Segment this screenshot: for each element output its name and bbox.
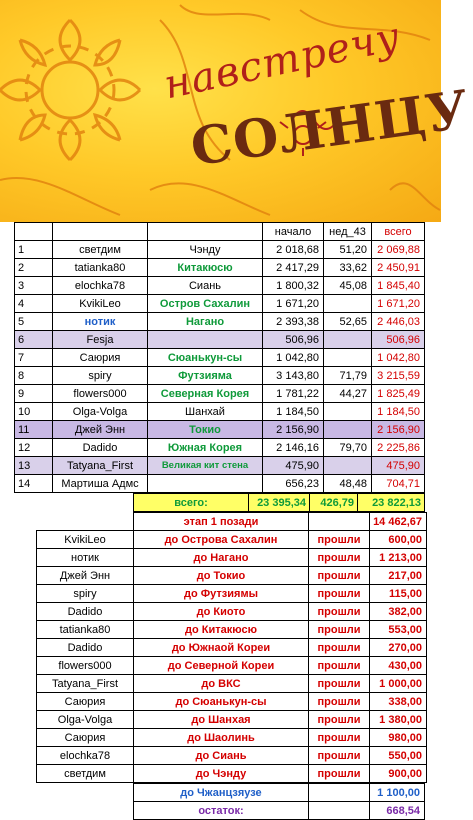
participant-row [15, 457, 425, 475]
cell-n: 10 [15, 403, 53, 421]
stage-cell-user: Dadido [37, 603, 134, 621]
cell-week [324, 421, 372, 439]
stage-row [37, 729, 427, 747]
stage-cell-status: прошли [309, 531, 370, 549]
stage-row [37, 675, 427, 693]
stage-cell-status: прошли [309, 603, 370, 621]
stage-cell-status: прошли [309, 765, 370, 783]
cell-place: Северная Корея [148, 385, 263, 403]
total-start: 23 395,34 [249, 494, 310, 512]
stage-row [37, 567, 427, 585]
cell-user: spiry [53, 367, 148, 385]
stage-cell-amount: 1 213,00 [370, 549, 427, 567]
cell-user: tatianka80 [53, 259, 148, 277]
cell-user: Саюрия [53, 349, 148, 367]
cell-place: Великая кит стена [148, 457, 263, 475]
column-header: всего [372, 223, 425, 241]
stage-cell-amount: 550,00 [370, 747, 427, 765]
cell-user: KvikiLeo [53, 295, 148, 313]
cell-n: 2 [15, 259, 53, 277]
stage-cell-stage: до Чэнду [134, 765, 309, 783]
stage-row [37, 693, 427, 711]
stage-cell-user: Olga-Volga [37, 711, 134, 729]
cell-place: Сиань [148, 277, 263, 295]
stage-cell-amount: 980,00 [370, 729, 427, 747]
cell-user: flowers000 [53, 385, 148, 403]
stage-cell-stage: до Шанхая [134, 711, 309, 729]
stage-cell-stage: до Сиань [134, 747, 309, 765]
stage-cell-status: прошли [309, 639, 370, 657]
cell-user: Olga-Volga [53, 403, 148, 421]
stage-cell-user: нотик [37, 549, 134, 567]
participants-table [14, 222, 425, 493]
cell-total: 1 184,50 [372, 403, 425, 421]
participant-row [15, 277, 425, 295]
participant-row [15, 313, 425, 331]
stage-cell-amount: 553,00 [370, 621, 427, 639]
cell-n: 9 [15, 385, 53, 403]
stage-cell-status: прошли [309, 621, 370, 639]
cell-week [324, 349, 372, 367]
column-header [15, 223, 53, 241]
cell-place: Нагано [148, 313, 263, 331]
cell-total: 1 845,40 [372, 277, 425, 295]
stage-cell-amount: 900,00 [370, 765, 427, 783]
stage-cell-status: прошли [309, 567, 370, 585]
stage-cell-stage: до Шаолинь [134, 729, 309, 747]
stage-header-row [37, 513, 427, 531]
cell-n: 1 [15, 241, 53, 259]
cell-user: светдим [53, 241, 148, 259]
total-label: всего: [134, 494, 249, 512]
participant-row [15, 259, 425, 277]
stage-cell-user: KvikiLeo [37, 531, 134, 549]
cell-week [324, 295, 372, 313]
cell-week [324, 457, 372, 475]
stage-cell-amount: 430,00 [370, 657, 427, 675]
cell-start: 1 781,22 [263, 385, 324, 403]
cell-place: Футзияма [148, 367, 263, 385]
column-header [148, 223, 263, 241]
stage-cell-stage: до Токио [134, 567, 309, 585]
cell-total: 2 450,91 [372, 259, 425, 277]
participant-row [15, 385, 425, 403]
stage-header-amount: 14 462,67 [370, 513, 427, 531]
cell-total: 1 042,80 [372, 349, 425, 367]
cell-total: 2 225,86 [372, 439, 425, 457]
participant-row [15, 403, 425, 421]
cell-week: 79,70 [324, 439, 372, 457]
cell-place: Южная Корея [148, 439, 263, 457]
cell-week [324, 331, 372, 349]
cell-n: 3 [15, 277, 53, 295]
stage-cell-user: Tatyana_First [37, 675, 134, 693]
cell-total: 1 825,49 [372, 385, 425, 403]
stage-cell-user: светдим [37, 765, 134, 783]
stage-row [37, 657, 427, 675]
stage-cell-stage: до Северной Кореи [134, 657, 309, 675]
remainder-label: остаток: [134, 802, 309, 820]
cell-week: 33,62 [324, 259, 372, 277]
cell-total: 2 069,88 [372, 241, 425, 259]
next-stage-label: до Чжанцзяузе [134, 784, 309, 802]
cell-user: elochka78 [53, 277, 148, 295]
cell-start: 2 018,68 [263, 241, 324, 259]
cell-n: 4 [15, 295, 53, 313]
cell-week: 45,08 [324, 277, 372, 295]
stage-cell-user: Саюрия [37, 729, 134, 747]
cell-start: 2 146,16 [263, 439, 324, 457]
stage-row [37, 711, 427, 729]
cell-user: нотик [53, 313, 148, 331]
stages-table [36, 512, 427, 783]
stage-cell-status: прошли [309, 693, 370, 711]
cell-n: 8 [15, 367, 53, 385]
cell-start: 1 042,80 [263, 349, 324, 367]
stage-cell-user: tatianka80 [37, 621, 134, 639]
cell-place: Чэнду [148, 241, 263, 259]
total-week: 426,79 [310, 494, 358, 512]
cell-start: 506,96 [263, 331, 324, 349]
cell-start: 656,23 [263, 475, 324, 493]
cell-start: 475,90 [263, 457, 324, 475]
stage-row [37, 639, 427, 657]
cell-n: 12 [15, 439, 53, 457]
stage-cell-amount: 382,00 [370, 603, 427, 621]
participant-row [15, 331, 425, 349]
cell-total: 475,90 [372, 457, 425, 475]
cell-total: 2 156,90 [372, 421, 425, 439]
stage-cell-stage: до Южнаой Кореи [134, 639, 309, 657]
cell-user: Мартиша Адмс [53, 475, 148, 493]
cell-user: Fesja [53, 331, 148, 349]
participant-row [15, 475, 425, 493]
participant-row [15, 439, 425, 457]
cell-place: Китакюсю [148, 259, 263, 277]
cell-start: 1 671,20 [263, 295, 324, 313]
remainder-row [134, 802, 425, 820]
remainder-table [133, 783, 425, 820]
totals-row [133, 493, 425, 512]
cell-place [148, 475, 263, 493]
stage-cell-amount: 338,00 [370, 693, 427, 711]
cell-user: Tatyana_First [53, 457, 148, 475]
stage-row [37, 765, 427, 783]
participant-row [15, 295, 425, 313]
cell-place: Сюанькун-сы [148, 349, 263, 367]
stage-header-label: этап 1 позади [134, 513, 309, 531]
stage-cell-user: spiry [37, 585, 134, 603]
stage-cell-user: Саюрия [37, 693, 134, 711]
tables-area [0, 222, 441, 820]
stage-row [37, 621, 427, 639]
cell-n: 6 [15, 331, 53, 349]
cell-week [324, 403, 372, 421]
stage-cell-stage: до Киото [134, 603, 309, 621]
cell-n: 11 [15, 421, 53, 439]
stage-cell-stage: до ВКС [134, 675, 309, 693]
stage-cell-user: elochka78 [37, 747, 134, 765]
stage-cell-status: прошли [309, 549, 370, 567]
cell-total: 704,71 [372, 475, 425, 493]
cell-place: Остров Сахалин [148, 295, 263, 313]
next-stage-amount: 1 100,00 [370, 784, 425, 802]
cell-n: 5 [15, 313, 53, 331]
cell-start: 2 417,29 [263, 259, 324, 277]
banner-title-top: навстречу [159, 13, 405, 109]
stage-row [37, 585, 427, 603]
cell-total: 3 215,59 [372, 367, 425, 385]
stage-cell-status: прошли [309, 747, 370, 765]
stage-cell-status: прошли [309, 675, 370, 693]
main-header-row [15, 223, 425, 241]
stage-cell-amount: 115,00 [370, 585, 427, 603]
cell-start: 1 800,32 [263, 277, 324, 295]
cell-start: 2 156,90 [263, 421, 324, 439]
stage-cell-stage: до Футзиямы [134, 585, 309, 603]
cell-week: 51,20 [324, 241, 372, 259]
stage-cell-amount: 1 380,00 [370, 711, 427, 729]
stage-cell-amount: 270,00 [370, 639, 427, 657]
stage-cell-amount: 217,00 [370, 567, 427, 585]
column-header: начало [263, 223, 324, 241]
cell-week: 44,27 [324, 385, 372, 403]
stage-cell-stage: до Сюанькун-сы [134, 693, 309, 711]
cell-total: 2 446,03 [372, 313, 425, 331]
participant-row [15, 349, 425, 367]
cell-week: 71,79 [324, 367, 372, 385]
cell-start: 1 184,50 [263, 403, 324, 421]
stage-cell-status: прошли [309, 711, 370, 729]
cell-place: Шанхай [148, 403, 263, 421]
cell-user: Джей Энн [53, 421, 148, 439]
stage-cell-user: flowers000 [37, 657, 134, 675]
stage-cell-amount: 1 000,00 [370, 675, 427, 693]
cell-start: 3 143,80 [263, 367, 324, 385]
stage-cell-user: Джей Энн [37, 567, 134, 585]
cell-week: 48,48 [324, 475, 372, 493]
cell-total: 506,96 [372, 331, 425, 349]
stage-cell-status: прошли [309, 657, 370, 675]
stage-cell-stage: до Острова Сахалин [134, 531, 309, 549]
stage-cell-status: прошли [309, 585, 370, 603]
participant-row [15, 421, 425, 439]
header-banner [0, 0, 473, 222]
cell-place: Токио [148, 421, 263, 439]
cell-week: 52,65 [324, 313, 372, 331]
stage-cell-stage: до Китакюсю [134, 621, 309, 639]
banner-title-bottom: СОЛНЦУ [187, 78, 473, 179]
remainder-amount: 668,54 [370, 802, 425, 820]
cell-n: 7 [15, 349, 53, 367]
total-all: 23 822,13 [358, 494, 425, 512]
cell-total: 1 671,20 [372, 295, 425, 313]
cell-place [148, 331, 263, 349]
cell-user: Dadido [53, 439, 148, 457]
stage-row [37, 549, 427, 567]
column-header [53, 223, 148, 241]
cell-n: 13 [15, 457, 53, 475]
stage-row [37, 531, 427, 549]
stage-cell-amount: 600,00 [370, 531, 427, 549]
cell-start: 2 393,38 [263, 313, 324, 331]
stage-row [37, 603, 427, 621]
stage-cell-stage: до Нагано [134, 549, 309, 567]
cell-n: 14 [15, 475, 53, 493]
participant-row [15, 241, 425, 259]
participant-row [15, 367, 425, 385]
stage-cell-user: Dadido [37, 639, 134, 657]
stage-row [37, 747, 427, 765]
column-header: нед_43 [324, 223, 372, 241]
stage-cell-status: прошли [309, 729, 370, 747]
next-stage-row [134, 784, 425, 802]
